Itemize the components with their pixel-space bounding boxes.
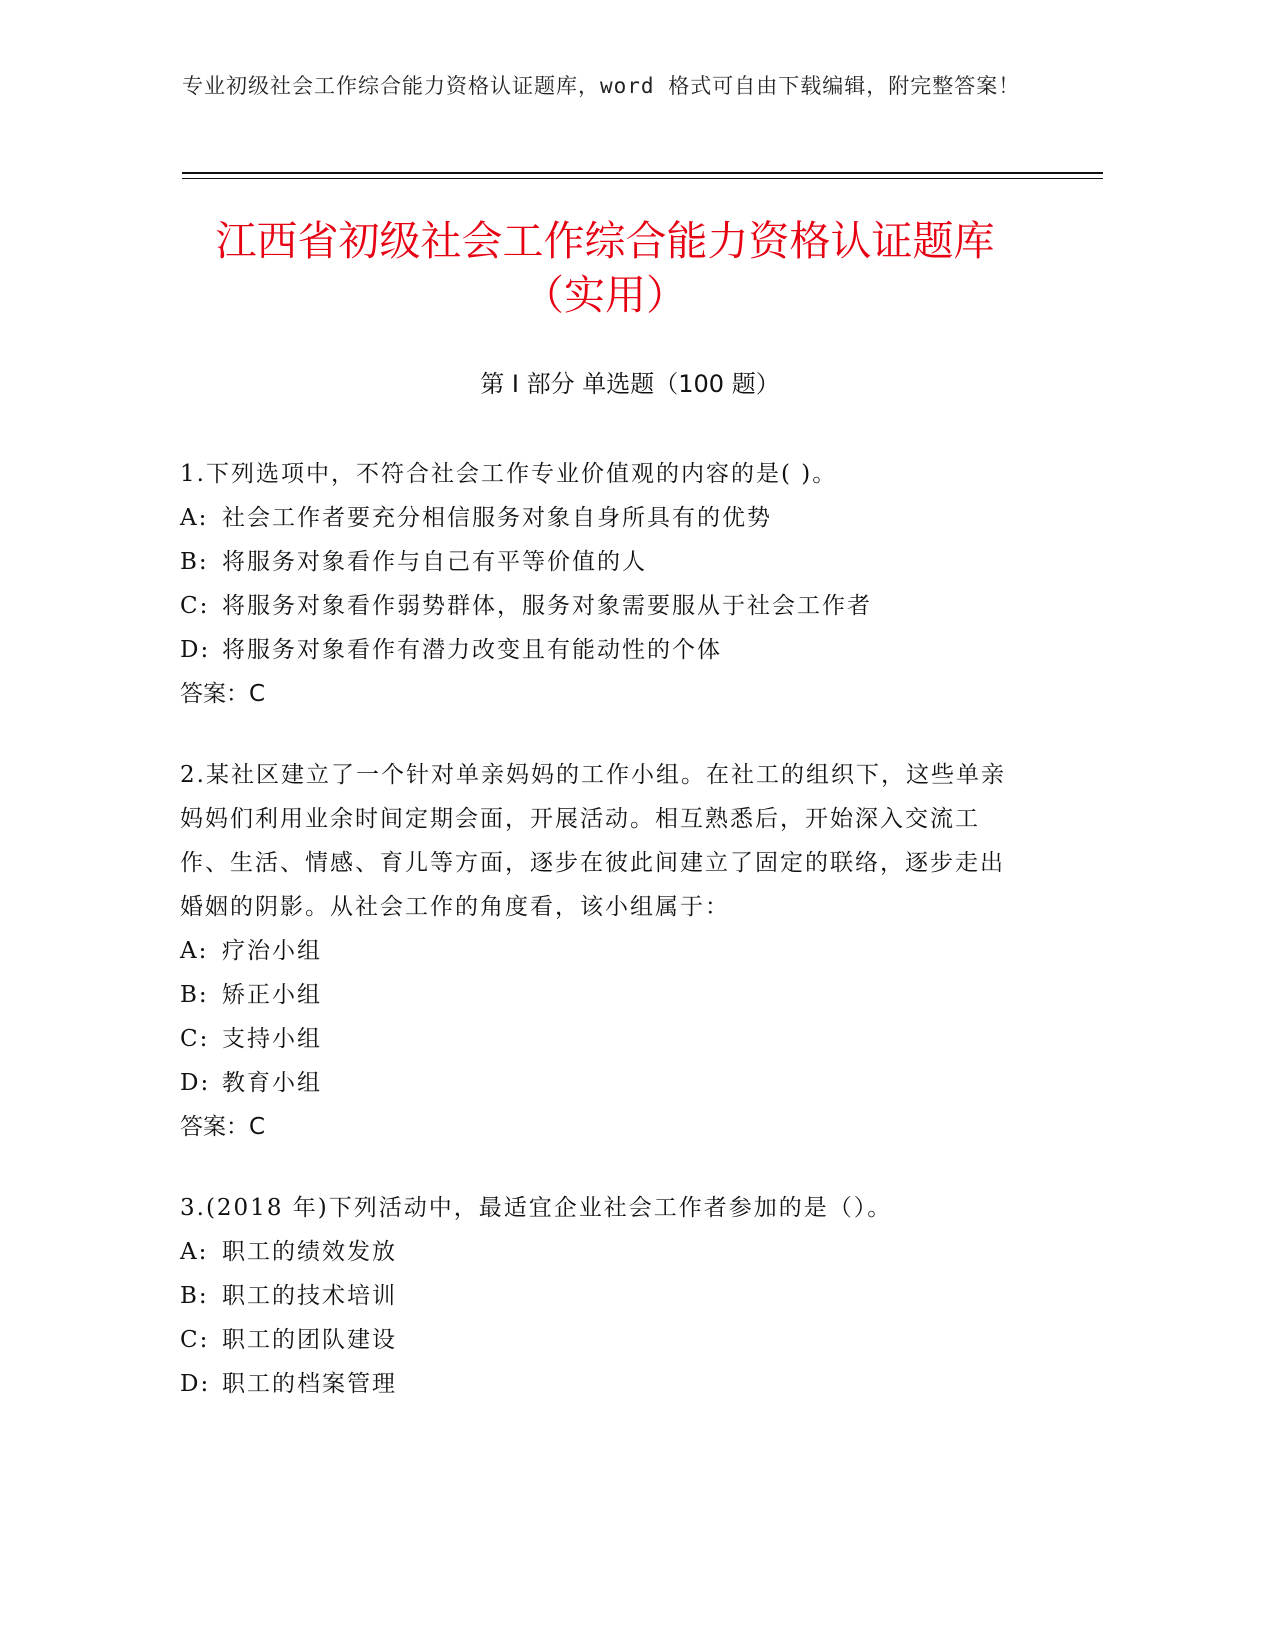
title-line-1: 江西省初级社会工作综合能力资格认证题库 [215, 217, 995, 265]
document-title [140, 214, 1070, 322]
option-letter: C: [180, 593, 210, 619]
header-note: 专业初级社会工作综合能力资格认证题库，word 格式可自由下载编辑，附完整答案！ [182, 74, 1021, 98]
option-letter: D: [180, 637, 211, 663]
option-letter: A: [180, 938, 209, 964]
option-b [180, 1274, 1020, 1318]
option-letter: A: [180, 505, 209, 531]
answer-label: 答案： [180, 1114, 249, 1140]
option-text: 职工的绩效发放 [222, 1239, 397, 1265]
option-text: 疗治小组 [222, 938, 322, 964]
option-a [180, 929, 1020, 973]
option-c [180, 1318, 1020, 1362]
option-d [180, 1061, 1020, 1105]
option-text: 将服务对象看作弱势群体，服务对象需要服从于社会工作者 [222, 593, 872, 619]
option-text: 将服务对象看作与自己有平等价值的人 [222, 549, 647, 575]
answer-label: 答案： [180, 681, 249, 707]
question-2 [180, 753, 1020, 1149]
option-text: 职工的档案管理 [222, 1371, 397, 1397]
title-line-2: （实用） [523, 271, 687, 319]
option-letter: B: [180, 982, 209, 1008]
option-letter: A: [180, 1239, 209, 1265]
option-d [180, 628, 1020, 672]
option-text: 职工的团队建设 [222, 1327, 397, 1353]
question-stem: 3.(2018 年)下列活动中，最适宜企业社会工作者参加的是（）。 [180, 1195, 893, 1221]
answer-value: C [249, 681, 266, 707]
option-letter: C: [180, 1026, 210, 1052]
option-letter: D: [180, 1070, 211, 1096]
answer-value: C [249, 1114, 266, 1140]
option-text: 职工的技术培训 [222, 1283, 397, 1309]
option-text: 教育小组 [222, 1070, 322, 1096]
option-letter: D: [180, 1371, 211, 1397]
header-rule-thick [182, 172, 1103, 174]
option-b [180, 973, 1020, 1017]
option-letter: C: [180, 1327, 210, 1353]
option-c [180, 1017, 1020, 1061]
option-text: 社会工作者要充分相信服务对象自身所具有的优势 [222, 505, 772, 531]
question-3 [180, 1186, 1020, 1406]
answer-line [180, 1105, 1020, 1149]
question-list [180, 452, 1020, 1443]
answer-line [180, 672, 1020, 716]
option-text: 将服务对象看作有潜力改变且有能动性的个体 [222, 637, 722, 663]
option-text: 矫正小组 [222, 982, 322, 1008]
header-rule-thin [182, 178, 1103, 179]
option-letter: B: [180, 549, 209, 575]
option-c [180, 584, 1020, 628]
option-letter: B: [180, 1283, 209, 1309]
question-1 [180, 452, 1020, 716]
option-a [180, 496, 1020, 540]
option-d [180, 1362, 1020, 1406]
question-stem: 1.下列选项中，不符合社会工作专业价值观的内容的是( )。 [180, 461, 838, 487]
question-stem: 2.某社区建立了一个针对单亲妈妈的工作小组。在社工的组织下，这些单亲妈妈们利用业余时间定期会面，开展活动。相互熟悉后，开始深入交流工作、生活、情感、育儿等方面，逐步在彼此间建立了固定的联络，逐步走出婚姻的阴影。从社会工作的角度看，该小组属于： [180, 762, 1006, 920]
option-a [180, 1230, 1020, 1274]
option-b [180, 540, 1020, 584]
option-text: 支持小组 [222, 1026, 322, 1052]
section-title: 第 I 部分 单选题（100 题） [480, 370, 780, 398]
